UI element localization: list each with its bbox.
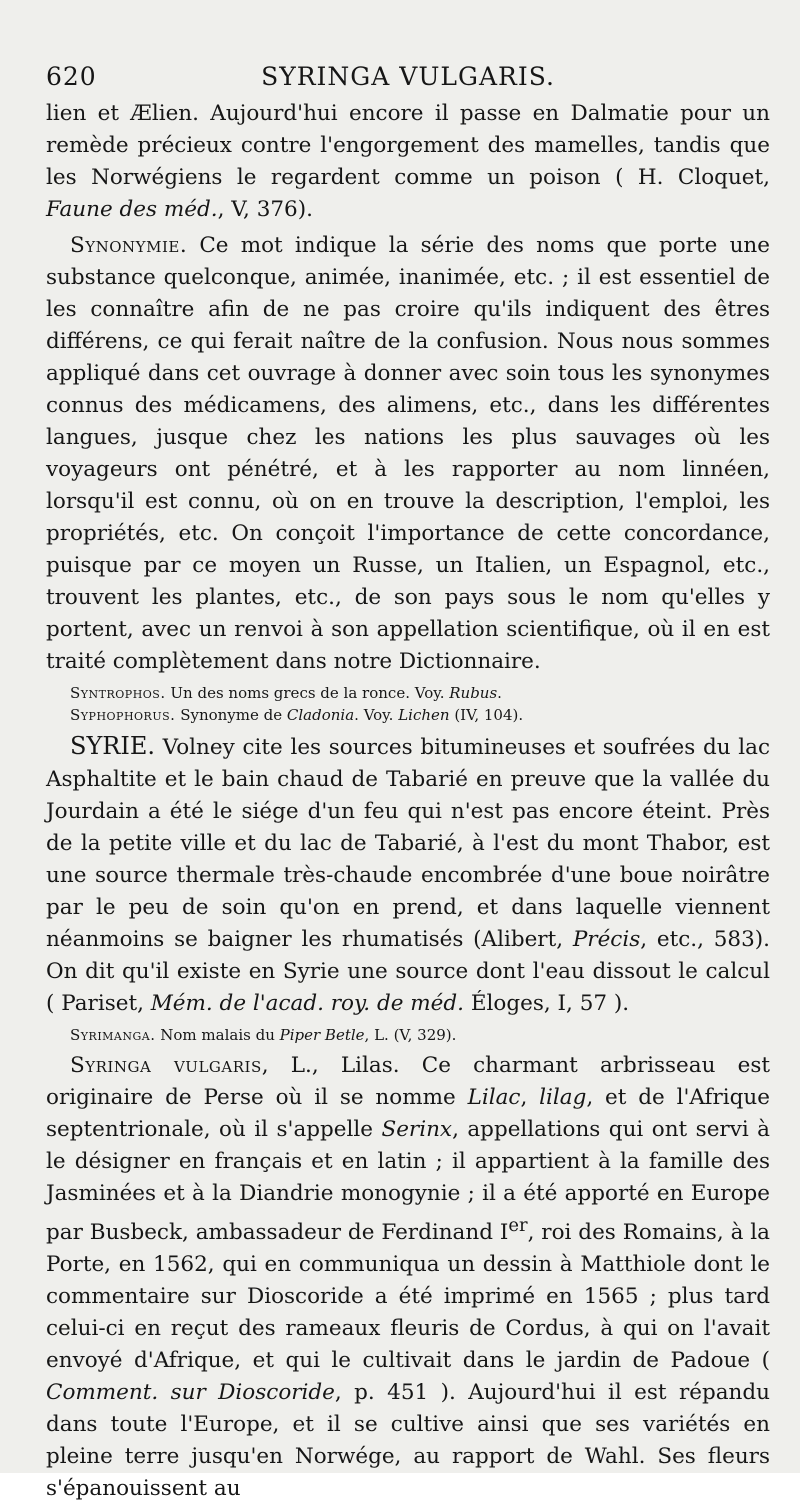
entry-syntrophos — [46, 682, 770, 704]
entry-synonymie — [46, 230, 770, 678]
entry-text-syphophorus: Synonyme de — [175, 706, 287, 724]
continuation-text-end: , V, 376). — [217, 197, 313, 222]
entry-text-syrie-1: Volney cite les sources bitumineuses et soufrées du lac Asphaltite et le bain chaud de Tabarié en preuve que la vallée du Jourdain a été le siége d'un feu qui n'est pas encore éteint. Près de la petite ville et du lac de Tabarié, à l'est du mont Thabor, est une source thermale très-chaude encombrée d'une boue noirâtre par le peu de soin qu'on en prend, et dans laquelle viennent néanmoins se baigner les rhumatisés (Alibert, — [46, 735, 770, 952]
entry-ref1-syphophorus: Cladonia — [286, 706, 355, 724]
entry-ref1-syrie: Précis — [572, 927, 641, 952]
entry-syringa — [46, 1050, 770, 1505]
entry-text-syringa-6: , p. 451 ). Aujourd'hui il est répandu dans toute l'Europe, et il se cultive ainsi que ses variétés en pleine terre jusqu'en Norwége, au rapport de Wahl. Ses fleurs s'épanouissent au — [46, 1380, 770, 1502]
entry-head-syringa: Syringa vulgaris — [70, 1053, 262, 1078]
entry-superscript-er: er — [508, 1215, 528, 1236]
entry-text-syrimanga: Nom malais du — [155, 1026, 280, 1044]
entry-text-syringa-5: , roi des Romains, à la Porte, en 1562, qui en communiqua un dessin à Matthiole dont le commentaire sur Dioscoride a été imprimé en 1565 ; plus tard celui-ci en reçut des rameaux fleuris de Cordus, à qui on l'avait envoyé d'Afrique, et qui le cultivait dans le jardin de Padoue ( — [46, 1220, 770, 1374]
continuation-paragraph — [46, 98, 770, 226]
entry-head-synonymie: Synonymie. — [70, 233, 188, 258]
entry-text-syrie-2: , etc., 583). On dit qu'il existe en Syrie une source dont l'eau dissout le calcul ( Pariset, — [46, 927, 770, 1016]
entry-ref-syntrophos: Rubus — [449, 684, 498, 702]
entry-syrimanga — [46, 1024, 770, 1046]
entry-syrie — [46, 730, 770, 1020]
entry-syphophorus — [46, 704, 770, 726]
continuation-text: lien et Ælien. Aujourd'hui encore il passe en Dalmatie pour un remède précieux contre l'engorgement des mamelles, tandis que les Norwégiens le regardent comme un poison ( H. Cloquet, — [46, 101, 770, 190]
entry-end-syphophorus: (IV, 104). — [449, 706, 524, 724]
running-head — [46, 58, 770, 98]
entry-ref2-syphophorus: Lichen — [398, 706, 450, 724]
entry-text-synonymie: Ce mot indique la série des noms que porte une substance quelconque, animée, inanimée, etc. ; il est essentiel de les connaître afin de ne pas croire qu'ils indiquent des êtres différens, ce qui ferait naître de la confusion. Nous nous sommes appliqué dans cet ouvrage à donner avec soin tous les synonymes connus des médicamens, des alimens, etc., dans les différentes langues, jusque chez les nations les plus sauvages où les voyageurs ont pénétré, et à les rapporter au nom linnéen, lorsqu'il est connu, où on en trouve la description, l'emploi, les propriétés, etc. On conçoit l'importance de cette concordance, puisque par ce moyen un Russe, un Italien, un Espagnol, etc., trouvent les plantes, etc., de son pays sous le nom qu'elles y portent, avec un renvoi à son appellation scientifique, où il en est traité complètement dans notre Dictionnaire. — [46, 233, 770, 674]
entry-end-syntrophos: . — [497, 684, 502, 702]
entry-text-syringa-3: , et de l'Afrique septentrionale, où il s'appelle — [46, 1085, 770, 1142]
entry-end-syrimanga: , L. (V, 329). — [364, 1026, 457, 1044]
entry-text-syringa-1: , L., Lilas. Ce charmant arbrisseau est originaire de Perse où il se nomme — [46, 1053, 770, 1110]
entry-mid-syphophorus: . Voy. — [354, 706, 399, 724]
entry-text-syringa-4: , appellations qui ont servi à le désigner en français et en latin ; il appartient à la famille des Jasminées et à la Diandrie monogynie ; il a été apporté en Europe par Busbeck, ambassadeur de Ferdinand I — [46, 1117, 770, 1246]
entry-italic-serinx: Serinx — [381, 1117, 453, 1142]
entry-head-syrimanga: Syrimanga. — [70, 1026, 156, 1044]
entry-text-syringa-2: , — [520, 1085, 540, 1110]
entry-text-syrie-3: Éloges, I, 57 ). — [464, 991, 630, 1016]
entry-ref2-syrie: Mém. de l'acad. roy. de méd. — [150, 991, 464, 1016]
page-number: 620 — [46, 62, 97, 91]
entry-head-syrie: SYRIE. — [70, 732, 155, 760]
continuation-citation: Faune des méd. — [46, 197, 218, 222]
entry-head-syphophorus: Syphophorus. — [70, 706, 176, 724]
entry-ref-comment: Comment. sur Dioscoride — [46, 1380, 335, 1406]
entry-italic-lilag: lilag — [539, 1085, 587, 1110]
entry-head-syntrophos: Syntrophos. — [70, 684, 166, 702]
entry-italic-lilac: Lilac — [467, 1085, 521, 1110]
entry-ref-syrimanga: Piper Betle — [279, 1026, 365, 1044]
entry-text-syntrophos: Un des noms grecs de la ronce. Voy. — [165, 684, 450, 702]
running-title: SYRINGA VULGARIS. — [261, 62, 555, 91]
